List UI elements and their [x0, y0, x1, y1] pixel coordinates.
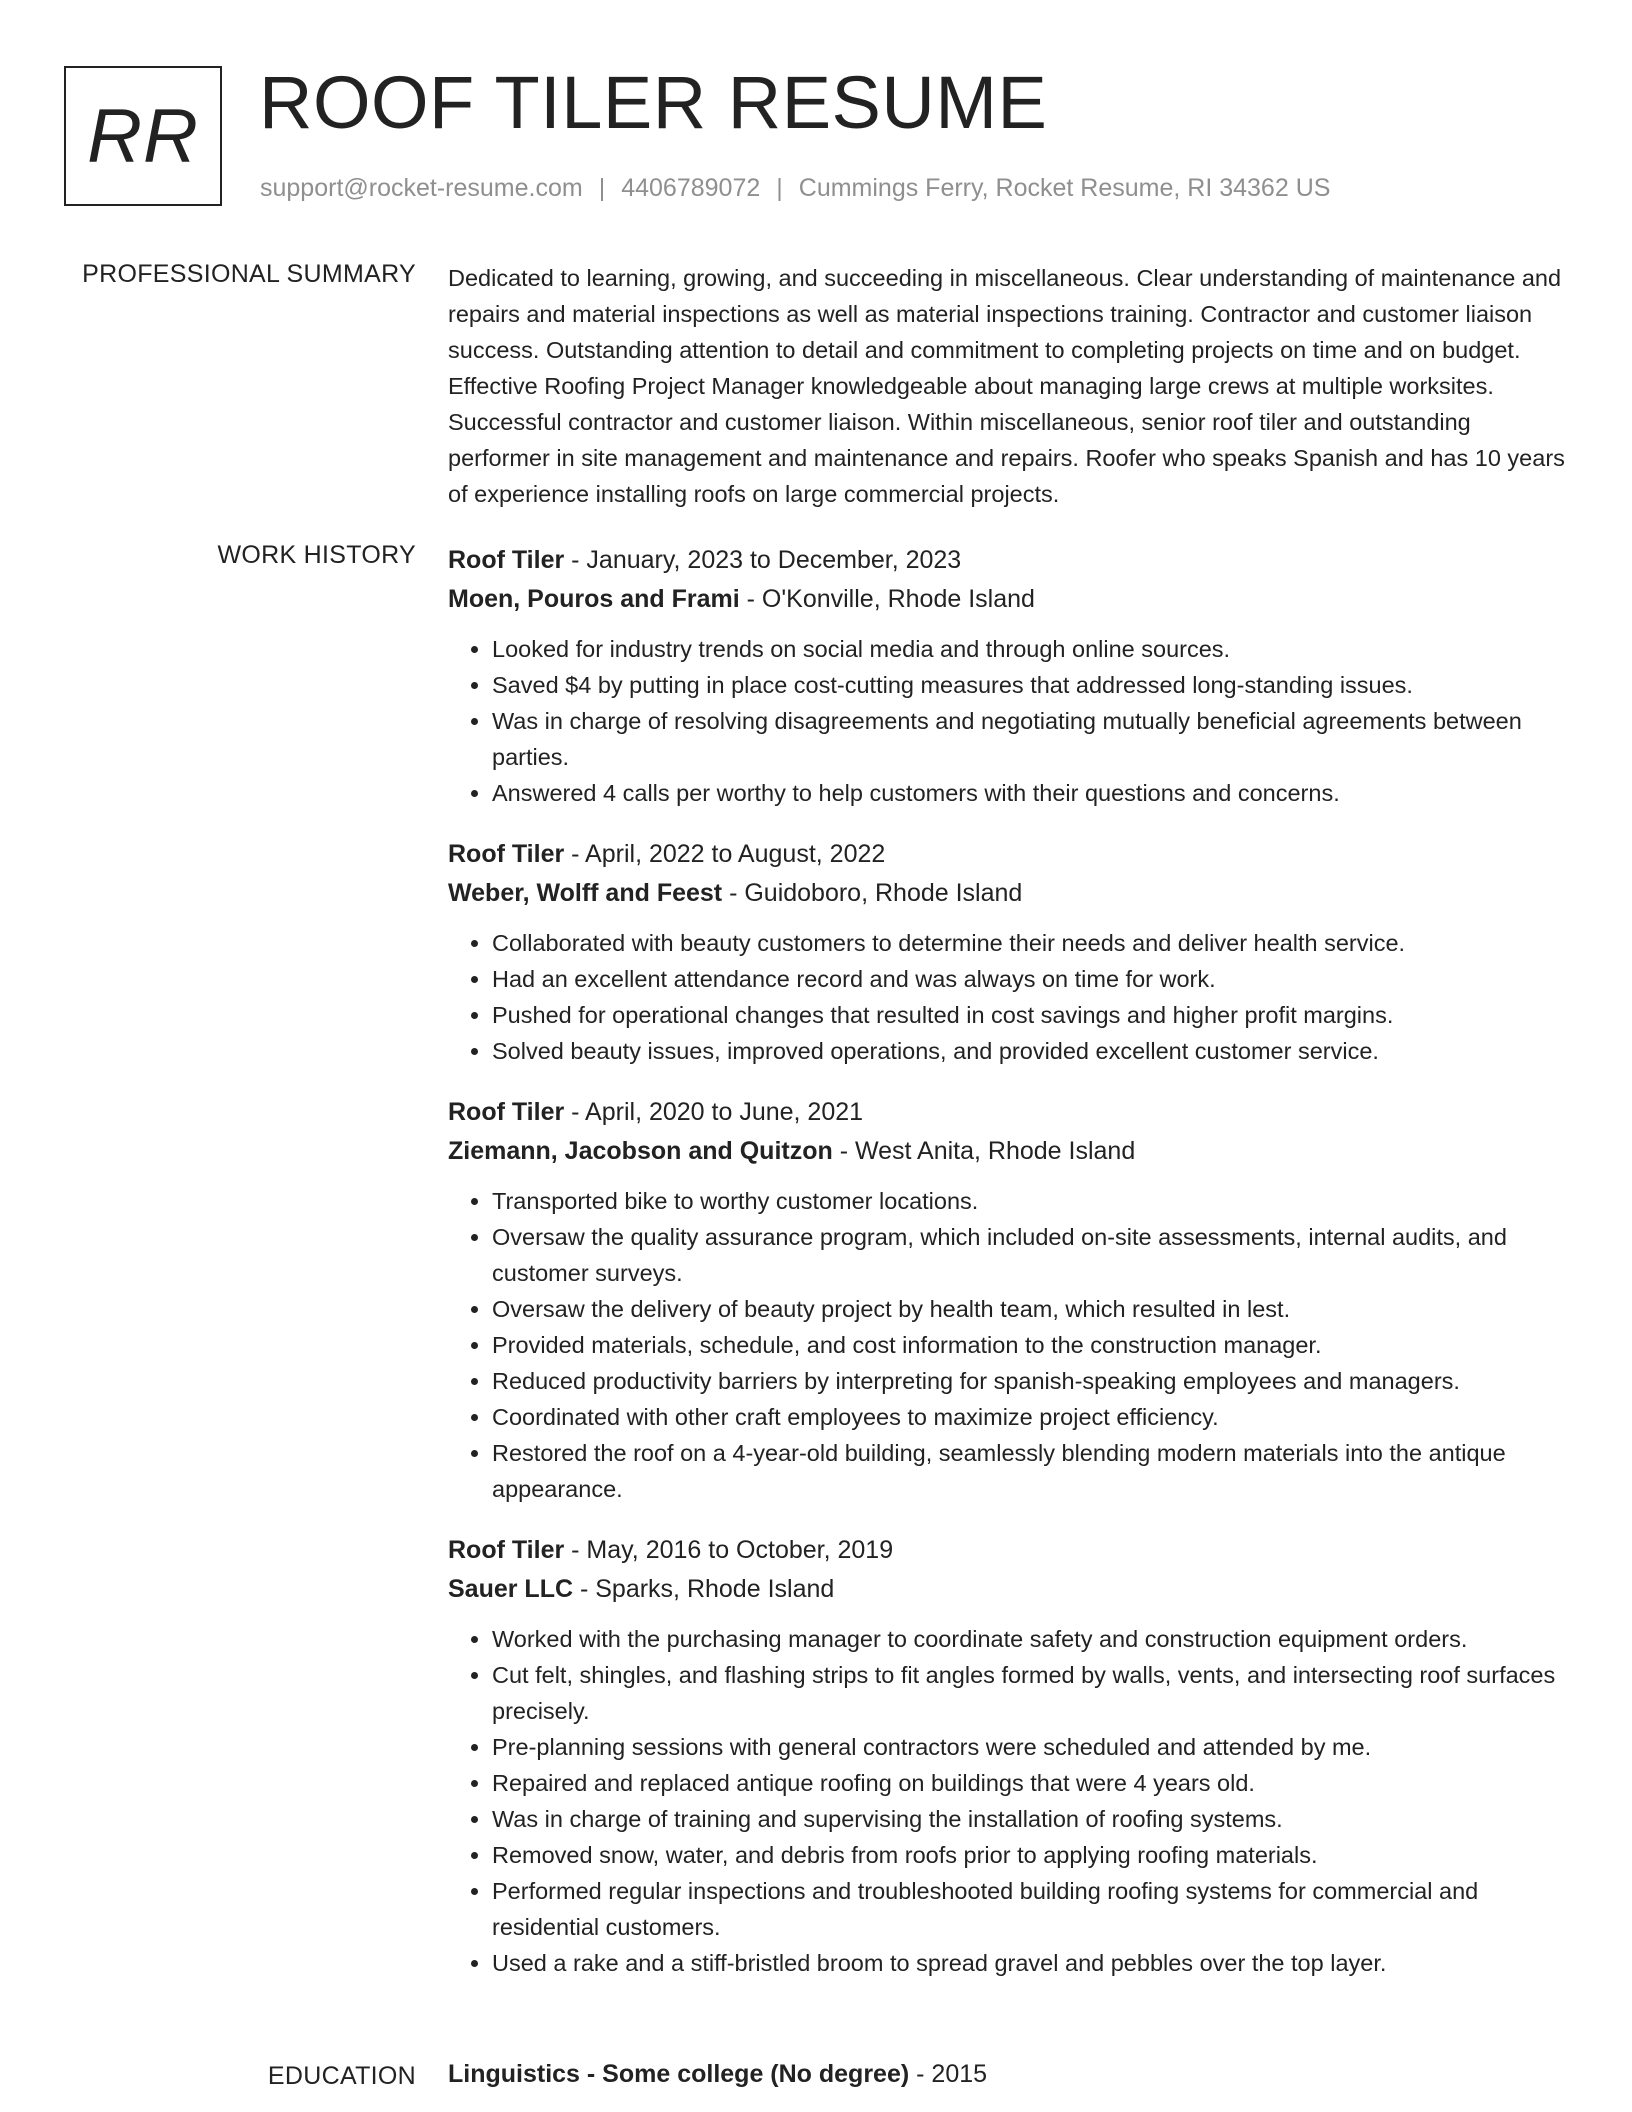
page-title: ROOF TILER RESUME — [259, 61, 1048, 144]
job-title-line — [448, 1531, 1570, 1570]
contact-address: Cummings Ferry, Rocket Resume, RI 34362 US — [798, 174, 1331, 202]
job-bullet: • Restored the roof on a 4-year-old building, seamlessly blending modern materials into the antique appearance. — [492, 1435, 1570, 1507]
job-bullet: • Was in charge of resolving disagreements and negotiating mutually beneficial agreements between parties. — [492, 703, 1570, 775]
job-company: Sauer LLC — [448, 1575, 574, 1603]
job-title: Roof Tiler — [448, 546, 565, 574]
job-bullet: • Used a rake and a stiff-bristled broom to spread gravel and pebbles over the top layer. — [492, 1945, 1570, 1981]
job-bullet: • Provided materials, schedule, and cost information to the construction manager. — [492, 1327, 1570, 1363]
job-bullet: • Looked for industry trends on social media and through online sources. — [492, 631, 1570, 667]
job-location: - Sparks, Rhode Island — [573, 1575, 835, 1603]
job-bullet: • Repaired and replaced antique roofing on buildings that were 4 years old. — [492, 1765, 1570, 1801]
job-bullet: • Pre-planning sessions with general contractors were scheduled and attended by me. — [492, 1729, 1570, 1765]
job-bullets — [448, 1183, 1570, 1507]
monogram-logo: RR — [64, 66, 222, 206]
job-title: Roof Tiler — [448, 1098, 565, 1126]
job-entry — [448, 1093, 1570, 1507]
job-title-line — [448, 1093, 1570, 1132]
job-bullet: • Collaborated with beauty customers to determine their needs and deliver health service. — [492, 925, 1570, 961]
section-label-education: EDUCATION — [267, 2062, 416, 2090]
job-dates: - January, 2023 to December, 2023 — [564, 546, 962, 574]
job-location: - O'Konville, Rhode Island — [739, 585, 1035, 613]
job-dates: - May, 2016 to October, 2019 — [564, 1536, 894, 1564]
job-title: Roof Tiler — [448, 840, 565, 868]
job-bullet: • Oversaw the delivery of beauty project by health team, which resulted in lest. — [492, 1291, 1570, 1327]
job-bullet: • Reduced productivity barriers by interpreting for spanish-speaking employees and managers. — [492, 1363, 1570, 1399]
education-year: - 2015 — [909, 2060, 988, 2088]
job-bullet: • Pushed for operational changes that resulted in cost savings and higher profit margins. — [492, 997, 1570, 1033]
job-company: Moen, Pouros and Frami — [448, 585, 740, 613]
job-bullet: • Worked with the purchasing manager to coordinate safety and construction equipment orders. — [492, 1621, 1570, 1657]
resume-header — [64, 61, 1584, 216]
job-bullets — [448, 631, 1570, 811]
job-bullet: • Solved beauty issues, improved operations, and provided excellent customer service. — [492, 1033, 1570, 1069]
summary-text: Dedicated to learning, growing, and succeeding in miscellaneous. Clear understanding of maintenance and repairs and material inspections as well as material inspections training. Contractor and customer liaison success. Outstanding attention to detail and commitment to completing projects on time and on budget. Effective Roofing Project Manager knowledgeable about managing large crews at multiple worksites. Successful contractor and customer liaison. Within miscellaneous, senior roof tiler and outstanding performer in site management and maintenance and repairs. Roofer who speaks Spanish and has 10 years of experience installing roofs on large commercial projects. — [448, 265, 1565, 507]
job-bullet: • Performed regular inspections and troubleshooted building roofing systems for commercial and residential customers. — [492, 1873, 1570, 1945]
job-bullet: • Saved $4 by putting in place cost-cutting measures that addressed long-standing issues. — [492, 667, 1570, 703]
job-dates: - April, 2020 to June, 2021 — [564, 1098, 864, 1126]
job-company-line — [448, 1132, 1570, 1171]
education-degree-line — [448, 2055, 1570, 2094]
contact-separator: | — [598, 174, 606, 202]
job-entry — [448, 835, 1570, 1069]
job-bullet: • Coordinated with other craft employees to maximize project efficiency. — [492, 1399, 1570, 1435]
education-body — [448, 2062, 1570, 2094]
job-company-line — [448, 1570, 1570, 1609]
section-label-work: WORK HISTORY — [217, 541, 416, 569]
education-degree: Linguistics - Some college (No degree) — [448, 2060, 910, 2088]
job-company: Weber, Wolff and Feest — [448, 879, 723, 907]
job-title-line — [448, 835, 1570, 874]
contact-phone[interactable]: 4406789072 — [621, 174, 761, 202]
contact-email[interactable]: support@rocket-resume.com — [260, 174, 583, 202]
contact-line — [260, 174, 1330, 203]
job-entry — [448, 541, 1570, 811]
job-bullets — [448, 1621, 1570, 1981]
job-company-line — [448, 580, 1570, 619]
summary-body — [448, 260, 1570, 512]
job-bullet: • Transported bike to worthy customer locations. — [492, 1183, 1570, 1219]
job-title: Roof Tiler — [448, 1536, 565, 1564]
contact-separator: | — [776, 174, 783, 202]
job-location: - West Anita, Rhode Island — [832, 1137, 1136, 1165]
job-bullet: • Cut felt, shingles, and flashing strips to fit angles formed by walls, vents, and intersecting roof surfaces precisely. — [492, 1657, 1570, 1729]
job-bullets — [448, 925, 1570, 1069]
job-dates: - April, 2022 to August, 2022 — [564, 840, 886, 868]
section-label-summary: PROFESSIONAL SUMMARY — [82, 260, 416, 288]
job-company-line — [448, 874, 1570, 913]
job-location: - Guidoboro, Rhode Island — [722, 879, 1023, 907]
job-bullet: • Answered 4 calls per worthy to help customers with their questions and concerns. — [492, 775, 1570, 811]
job-bullet: • Removed snow, water, and debris from roofs prior to applying roofing materials. — [492, 1837, 1570, 1873]
job-entry — [448, 1531, 1570, 1981]
work-history-body — [448, 541, 1570, 2005]
job-company: Ziemann, Jacobson and Quitzon — [448, 1137, 833, 1165]
job-bullet: • Oversaw the quality assurance program, which included on-site assessments, internal audits, and customer surveys. — [492, 1219, 1570, 1291]
job-bullet: • Was in charge of training and supervising the installation of roofing systems. — [492, 1801, 1570, 1837]
job-bullet: • Had an excellent attendance record and was always on time for work. — [492, 961, 1570, 997]
job-title-line — [448, 541, 1570, 580]
